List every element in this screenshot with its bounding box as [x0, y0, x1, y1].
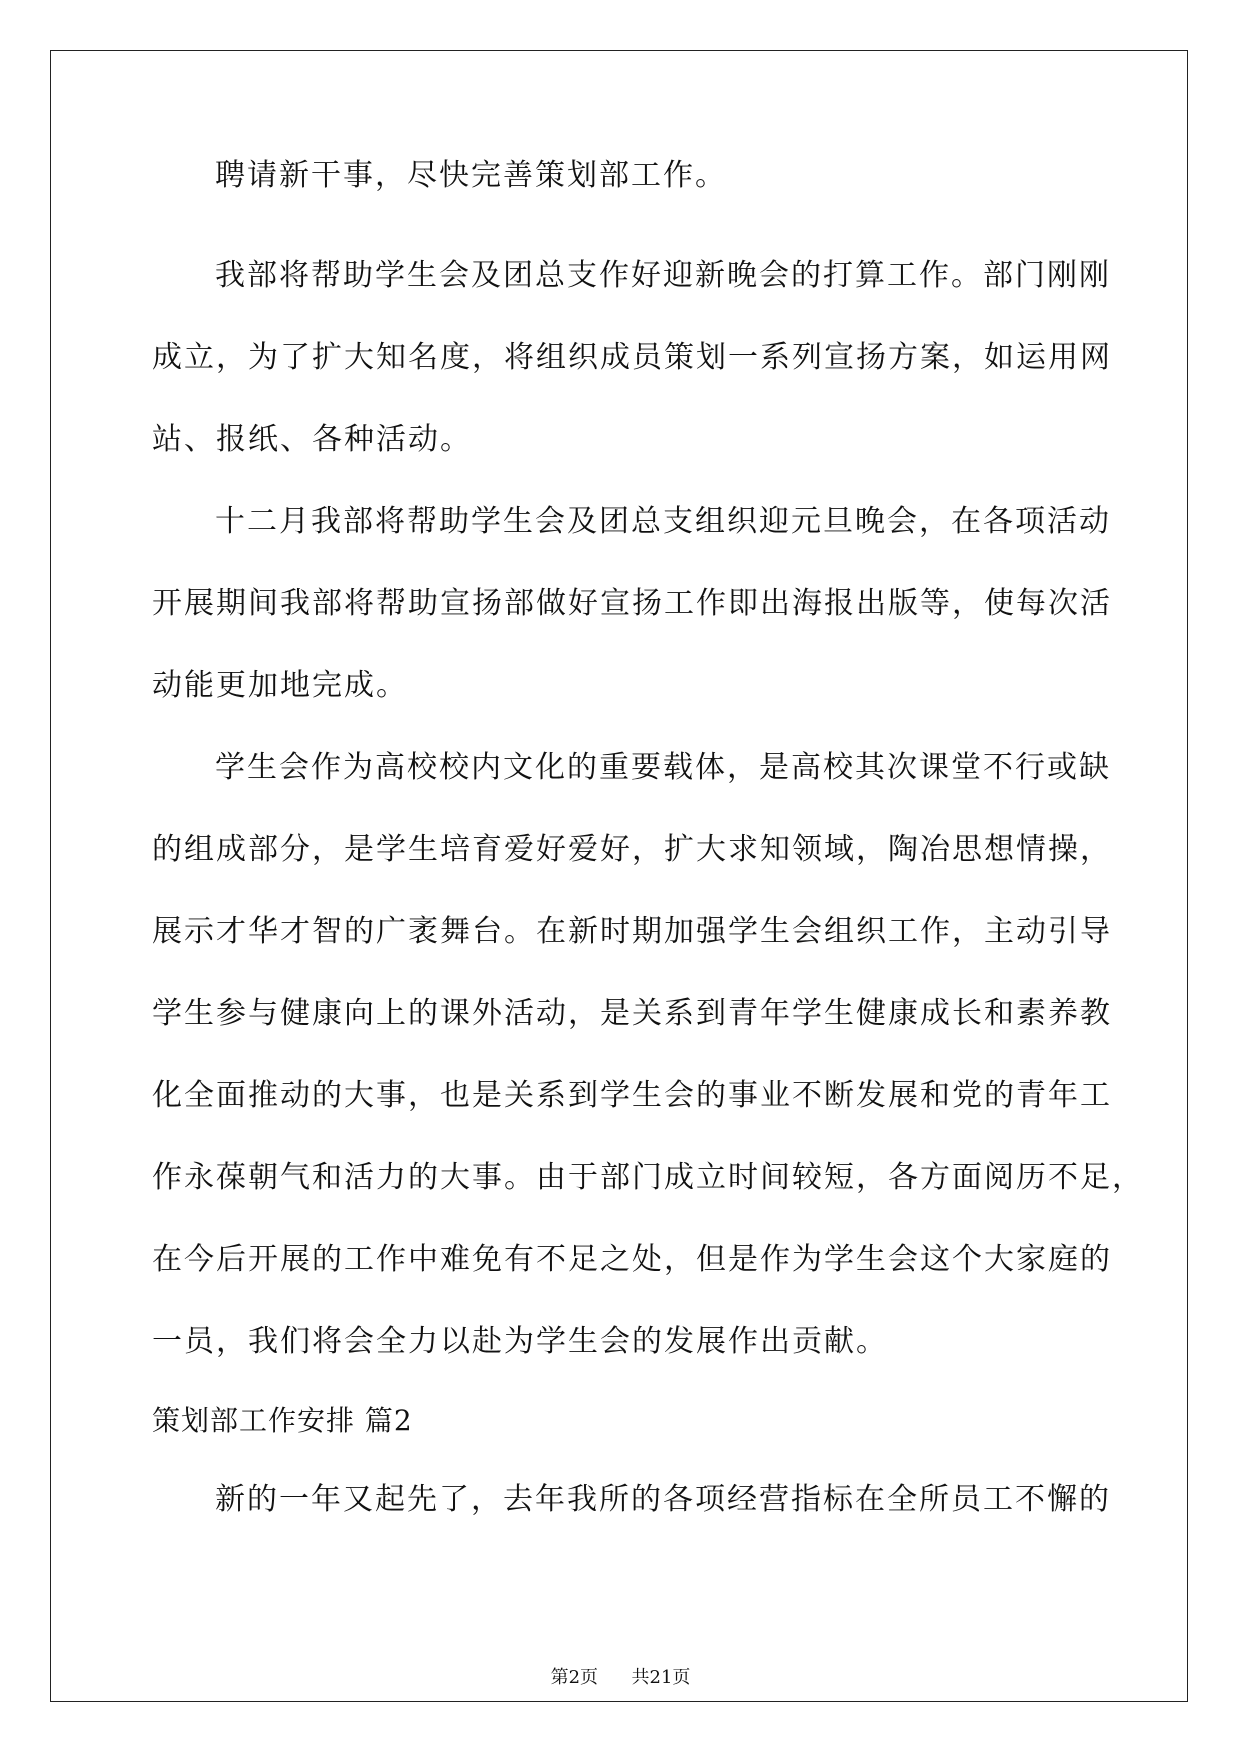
text-line: 新的一年又起先了，去年我所的各项经营指标在全所员工不懈的	[215, 1482, 1111, 1517]
text-line: 学生会作为高校校内文化的重要载体，是高校其次课堂不行或缺	[215, 750, 1111, 785]
text-line: 作永葆朝气和活力的大事。由于部门成立时间较短，各方面阅历不足，	[152, 1160, 1144, 1195]
text-line: 学生参与健康向上的课外活动，是关系到青年学生健康成长和素养教	[152, 996, 1112, 1031]
text-line: 一员，我们将会全力以赴为学生会的发展作出贡献。	[152, 1324, 888, 1359]
page-number: 第2页	[550, 1667, 599, 1688]
section-heading: 策划部工作安排 篇2	[152, 1404, 413, 1437]
text-line: 的组成部分，是学生培育爱好爱好，扩大求知领域，陶冶思想情操，	[152, 832, 1112, 867]
text-line: 成立，为了扩大知名度，将组织成员策划一系列宣扬方案，如运用网	[152, 340, 1112, 375]
text-line: 十二月我部将帮助学生会及团总支组织迎元旦晚会，在各项活动	[215, 504, 1111, 539]
text-line: 聘请新干事，尽快完善策划部工作。	[215, 158, 727, 193]
page-total: 共21页	[631, 1667, 691, 1688]
page-footer	[0, 1663, 1241, 1689]
text-line: 我部将帮助学生会及团总支作好迎新晚会的打算工作。部门刚刚	[215, 258, 1111, 293]
text-line: 开展期间我部将帮助宣扬部做好宣扬工作即出海报出版等，使每次活	[152, 586, 1112, 621]
page-border	[50, 50, 1188, 1702]
text-line: 展示才华才智的广袤舞台。在新时期加强学生会组织工作，主动引导	[152, 914, 1112, 949]
text-line: 动能更加地完成。	[152, 668, 408, 703]
text-line: 站、报纸、各种活动。	[152, 422, 472, 457]
text-line: 在今后开展的工作中难免有不足之处，但是作为学生会这个大家庭的	[152, 1242, 1112, 1277]
text-line: 化全面推动的大事，也是关系到学生会的事业不断发展和党的青年工	[152, 1078, 1112, 1113]
